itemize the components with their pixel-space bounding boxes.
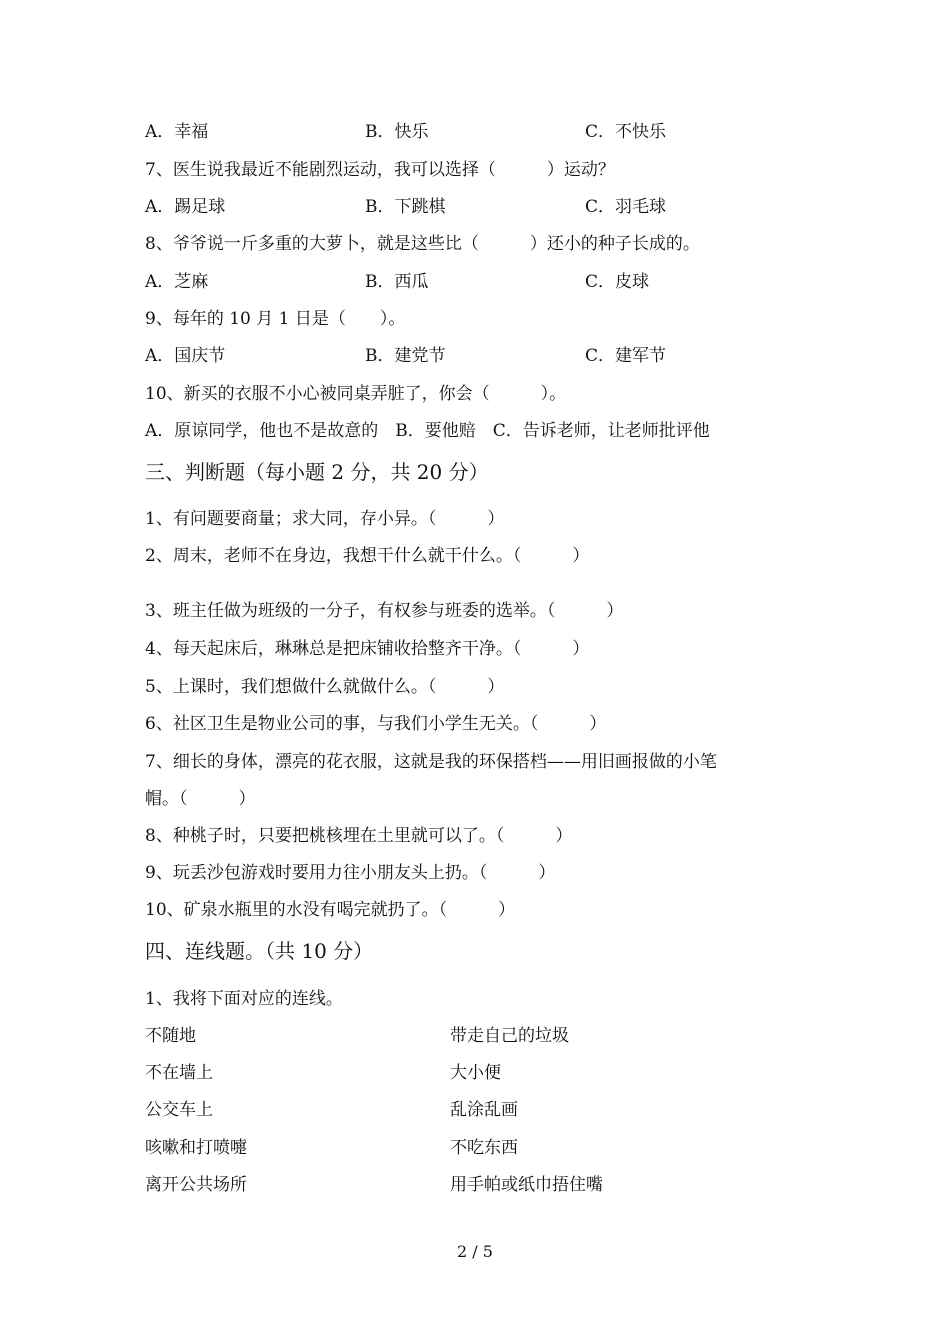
tf-item-8: 8、种桃子时，只要把桃核埋在土里就可以了。（ ） — [145, 826, 573, 846]
match-left-5: 离开公共场所 — [145, 1175, 247, 1195]
match-right-4: 不吃东西 — [450, 1138, 518, 1158]
tf-item-7: 7、细长的身体，漂亮的花衣服，这就是我的环保搭档——用旧画报做的小笔 — [145, 752, 717, 772]
section4-heading: 四、连线题。（共 10 分） — [145, 939, 374, 963]
match-left-4: 咳嗽和打喷嚏 — [145, 1138, 247, 1158]
q10-options: A．原谅同学，他也不是故意的 B．要他赔 C．告诉老师，让老师批评他 — [145, 421, 710, 441]
tf-item-9: 9、玩丢沙包游戏时要用力往小朋友头上扔。（ ） — [145, 863, 556, 883]
tf-item-7-cont: 帽。（ ） — [145, 789, 256, 809]
q9-stem: 9、每年的 10 月 1 日是（ ）。 — [145, 309, 406, 329]
q8-option-a: A．芝麻 — [145, 272, 209, 292]
tf-item-10: 10、矿泉水瓶里的水没有喝完就扔了。（ ） — [145, 900, 516, 920]
q9-option-c: C．建军节 — [585, 346, 667, 366]
q6-option-b: B．快乐 — [365, 122, 429, 142]
q8-option-c: C．皮球 — [585, 272, 650, 292]
tf-item-5: 5、上课时，我们想做什么就做什么。（ ） — [145, 677, 505, 697]
q6-option-a: A．幸福 — [145, 122, 209, 142]
q7-option-c: C．羽毛球 — [585, 197, 667, 217]
q7-option-a: A．踢足球 — [145, 197, 226, 217]
match-left-2: 不在墙上 — [145, 1063, 213, 1083]
tf-item-1: 1、有问题要商量；求大同，存小异。（ ） — [145, 509, 505, 529]
q8-option-b: B．西瓜 — [365, 272, 429, 292]
match-right-3: 乱涂乱画 — [450, 1100, 518, 1120]
q9-option-b: B．建党节 — [365, 346, 446, 366]
match-instruction: 1、我将下面对应的连线。 — [145, 989, 343, 1009]
section3-heading: 三、判断题（每小题 2 分，共 20 分） — [145, 460, 489, 484]
match-right-5: 用手帕或纸巾捂住嘴 — [450, 1175, 603, 1195]
q7-option-b: B．下跳棋 — [365, 197, 446, 217]
q10-stem: 10、新买的衣服不小心被同桌弄脏了，你会（ ）。 — [145, 384, 567, 404]
tf-item-2: 2、周末，老师不在身边，我想干什么就干什么。（ ） — [145, 546, 590, 566]
q9-option-a: A．国庆节 — [145, 346, 226, 366]
tf-item-4: 4、每天起床后，琳琳总是把床铺收拾整齐干净。（ ） — [145, 639, 590, 659]
q8-stem: 8、爷爷说一斤多重的大萝卜，就是这些比（ ）还小的种子长成的。 — [145, 234, 700, 254]
q6-option-c: C．不快乐 — [585, 122, 667, 142]
tf-item-3: 3、班主任做为班级的一分子，有权参与班委的选举。（ ） — [145, 601, 624, 621]
match-right-2: 大小便 — [450, 1063, 501, 1083]
match-left-1: 不随地 — [145, 1026, 196, 1046]
match-left-3: 公交车上 — [145, 1100, 213, 1120]
match-right-1: 带走自己的垃圾 — [450, 1026, 569, 1046]
q7-stem: 7、医生说我最近不能剧烈运动，我可以选择（ ）运动？ — [145, 160, 615, 180]
tf-item-6: 6、社区卫生是物业公司的事，与我们小学生无关。（ ） — [145, 714, 607, 734]
page-number: 2 / 5 — [457, 1242, 493, 1261]
